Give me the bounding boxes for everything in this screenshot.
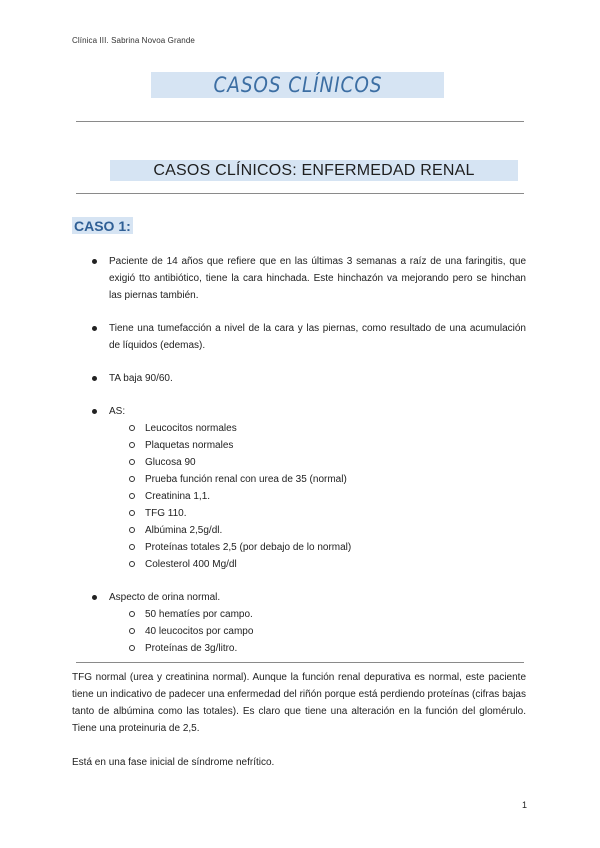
- sub-list-item: Leucocitos normales: [72, 420, 526, 437]
- case-heading: CASO 1:: [74, 217, 131, 234]
- divider: [76, 662, 524, 663]
- page-number: 1: [522, 800, 528, 810]
- list-item: Tiene una tumefacción a nivel de la cara y las piernas, como resultado de una acumulación de líquidos (edemas).: [72, 320, 526, 354]
- sub-list-item: 50 hematíes por campo.: [72, 606, 526, 623]
- header-note: Clínica III. Sabrina Novoa Grande: [72, 36, 195, 45]
- sub-list-item: Colesterol 400 Mg/dl: [72, 556, 526, 573]
- sub-list-item: 40 leucocitos por campo: [72, 623, 526, 640]
- list-item: TA baja 90/60.: [72, 370, 526, 387]
- list-item: Paciente de 14 años que refiere que en las últimas 3 semanas a raíz de una faringitis, que exigió tto antibiótico, tiene la cara hinchada. Este hinchazón va mejorando pero se hinchan las piernas también.: [72, 253, 526, 304]
- case-heading-banner: [72, 217, 133, 234]
- final-note: Está en una fase inicial de síndrome nefrítico.: [72, 757, 275, 768]
- case-content: [72, 253, 526, 657]
- sub-list-item: Proteínas totales 2,5 (por debajo de lo normal): [72, 539, 526, 556]
- section-title: CASOS CLÍNICOS: ENFERMEDAD RENAL: [153, 161, 475, 179]
- divider: [76, 121, 524, 122]
- section-title-banner: [110, 160, 518, 181]
- sub-list-item: Prueba función renal con urea de 35 (normal): [72, 471, 526, 488]
- sub-list-item: Creatinina 1,1.: [72, 488, 526, 505]
- sub-list-item: Proteínas de 3g/litro.: [72, 640, 526, 657]
- conclusion-paragraph: TFG normal (urea y creatinina normal). Aunque la función renal depurativa es normal, este paciente tiene un indicativo de padecer una enfermedad del riñón porque está perdiendo proteínas (cifras bajas tanto de albúmina como las totales). Es claro que tiene una alteración en la función del glomérulo. Tiene una proteinuria de 2,5.: [72, 672, 526, 734]
- sub-list-item: Plaquetas normales: [72, 437, 526, 454]
- document-title: CASOS CLÍNICOS: [213, 73, 382, 97]
- list-item: AS:: [72, 403, 526, 420]
- list-item: Aspecto de orina normal.: [72, 589, 526, 606]
- divider: [76, 193, 524, 194]
- sub-list-item: Albúmina 2,5g/dl.: [72, 522, 526, 539]
- document-title-banner: [151, 72, 444, 98]
- sub-list-item: Glucosa 90: [72, 454, 526, 471]
- sub-list-item: TFG 110.: [72, 505, 526, 522]
